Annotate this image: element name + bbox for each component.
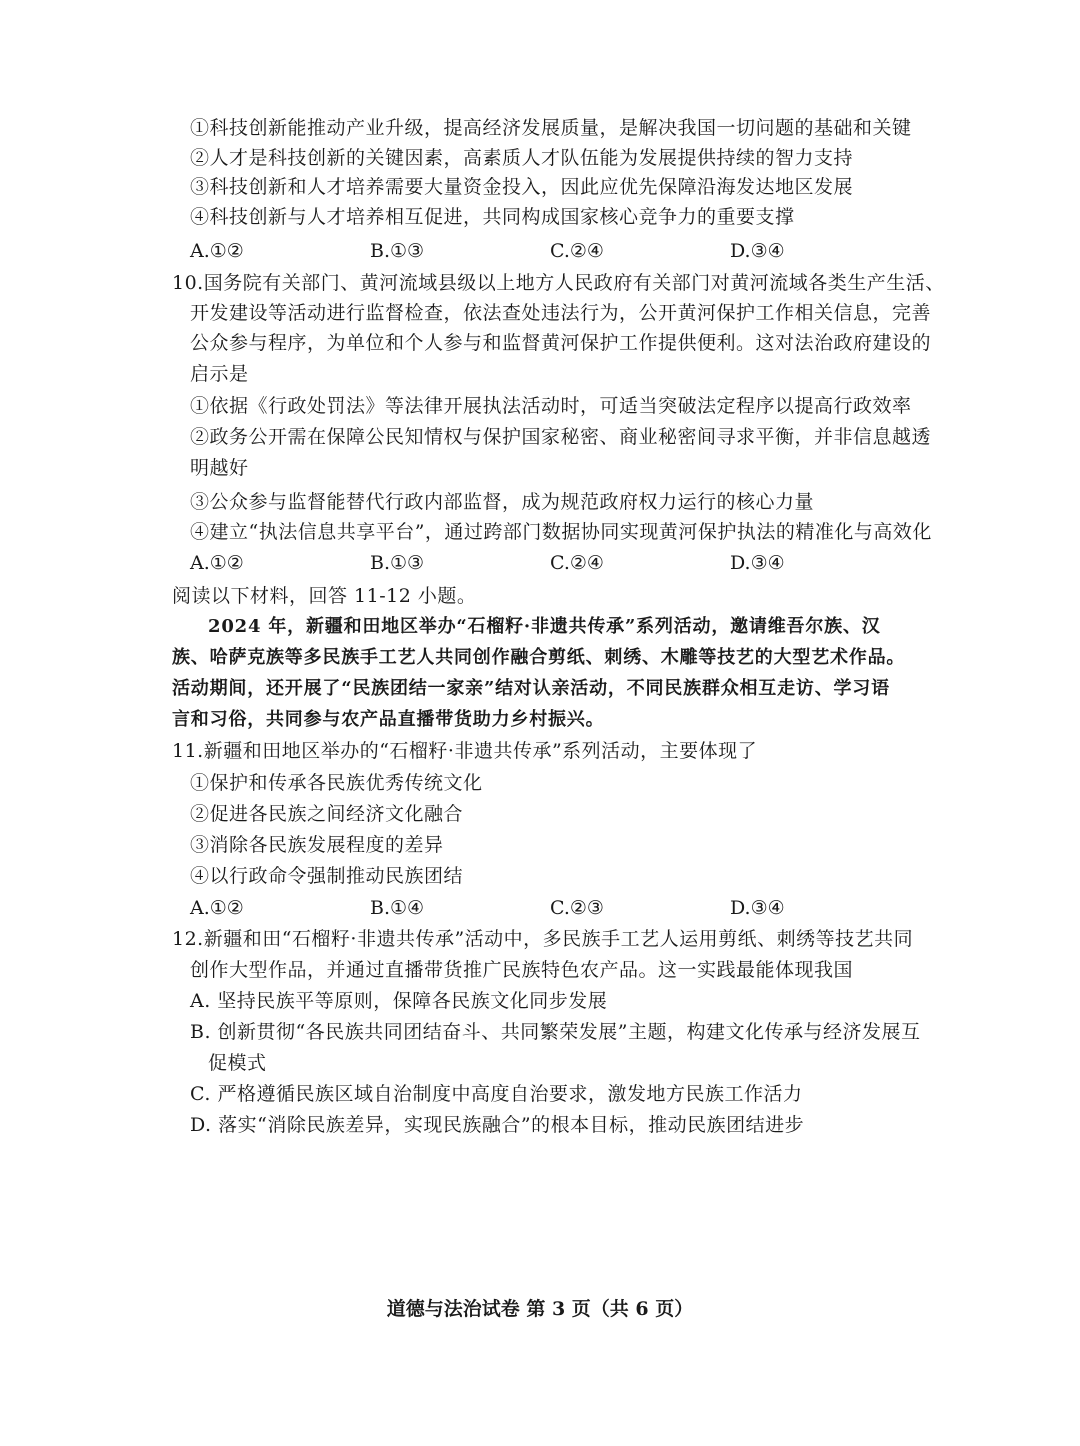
- q10-stem-line-2: 开发建设等活动进行监督检查，依法查处违法行为，公开黄河保护工作相关信息，完善: [190, 302, 932, 324]
- q11-statement-1: ①保护和传承各民族优秀传统文化: [190, 772, 483, 794]
- q10-option-b: B.①③: [370, 552, 425, 574]
- q10-stem-line-3: 公众参与程序，为单位和个人参与和监督黄河保护工作提供便利。这对法治政府建设的: [190, 332, 932, 354]
- material-line-3: 活动期间，还开展了“民族团结一家亲”结对认亲活动，不同民族群众相互走访、学习语: [172, 678, 890, 699]
- q9-statement-1: ①科技创新能推动产业升级，提高经济发展质量，是解决我国一切问题的基础和关键: [190, 117, 912, 139]
- q11-statement-2: ②促进各民族之间经济文化融合: [190, 803, 464, 825]
- q12-choice-c: C. 严格遵循民族区域自治制度中高度自治要求，激发地方民族工作活力: [190, 1083, 803, 1105]
- material-intro: 阅读以下材料，回答 11-12 小题。: [172, 585, 477, 607]
- q12-choice-d: D. 落实“消除民族差异，实现民族融合”的根本目标，推动民族团结进步: [190, 1114, 805, 1136]
- material-line-1: 2024 年，新疆和田地区举办“石榴籽·非遗共传承”系列活动，邀请维吾尔族、汉: [208, 616, 881, 637]
- q10-stem-line-1: 10.国务院有关部门、黄河流域县级以上地方人民政府有关部门对黄河流域各类生产生活、: [172, 272, 945, 294]
- q10-stem-line-4: 启示是: [190, 363, 249, 385]
- q9-statement-3: ③科技创新和人才培养需要大量资金投入，因此应优先保障沿海发达地区发展: [190, 176, 854, 198]
- q9-option-b: B.①③: [370, 240, 425, 262]
- q12-choice-b: B. 创新贯彻“各民族共同团结奋斗、共同繁荣发展”主题，构建文化传承与经济发展互: [190, 1021, 921, 1043]
- q12-choice-b-cont: 促模式: [208, 1052, 267, 1074]
- q10-option-c: C.②④: [550, 552, 604, 574]
- q12-stem-line-1: 12.新疆和田“石榴籽·非遗共传承”活动中，多民族手工艺人运用剪纸、刺绣等技艺共同: [172, 928, 914, 950]
- q10-statement-3: ③公众参与监督能替代行政内部监督，成为规范政府权力运行的核心力量: [190, 491, 815, 513]
- q11-statement-3: ③消除各民族发展程度的差异: [190, 834, 444, 856]
- q10-statement-2-cont: 明越好: [190, 457, 249, 479]
- q10-statement-4: ④建立“执法信息共享平台”，通过跨部门数据协同实现黄河保护执法的精准化与高效化: [190, 521, 932, 543]
- q11-option-d: D.③④: [730, 897, 785, 919]
- q11-stem: 11.新疆和田地区举办的“石榴籽·非遗共传承”系列活动，主要体现了: [172, 740, 758, 762]
- q12-choice-a: A. 坚持民族平等原则，保障各民族文化同步发展: [190, 990, 608, 1012]
- page-footer: 道德与法治试卷 第 3 页（共 6 页）: [386, 1298, 694, 1320]
- q11-option-b: B.①④: [370, 897, 425, 919]
- q10-statement-1: ①依据《行政处罚法》等法律开展执法活动时，可适当突破法定程序以提高行政效率: [190, 395, 912, 417]
- material-line-2: 族、哈萨克族等多民族手工艺人共同创作融合剪纸、刺绣、木雕等技艺的大型艺术作品。: [172, 647, 906, 668]
- q9-option-c: C.②④: [550, 240, 604, 262]
- q11-statement-4: ④以行政命令强制推动民族团结: [190, 865, 464, 887]
- q12-stem-line-2: 创作大型作品，并通过直播带货推广民族特色农产品。这一实践最能体现我国: [190, 959, 854, 981]
- q11-option-a: A.①②: [190, 897, 244, 919]
- q10-option-d: D.③④: [730, 552, 785, 574]
- q10-option-a: A.①②: [190, 552, 244, 574]
- q9-option-d: D.③④: [730, 240, 785, 262]
- q9-statement-4: ④科技创新与人才培养相互促进，共同构成国家核心竞争力的重要支撑: [190, 206, 795, 228]
- q9-statement-2: ②人才是科技创新的关键因素，高素质人才队伍能为发展提供持续的智力支持: [190, 147, 854, 169]
- q9-option-a: A.①②: [190, 240, 244, 262]
- material-line-4: 言和习俗，共同参与农产品直播带货助力乡村振兴。: [172, 709, 605, 730]
- q11-option-c: C.②③: [550, 897, 604, 919]
- q10-statement-2: ②政务公开需在保障公民知情权与保护国家秘密、商业秘密间寻求平衡，并非信息越透: [190, 426, 932, 448]
